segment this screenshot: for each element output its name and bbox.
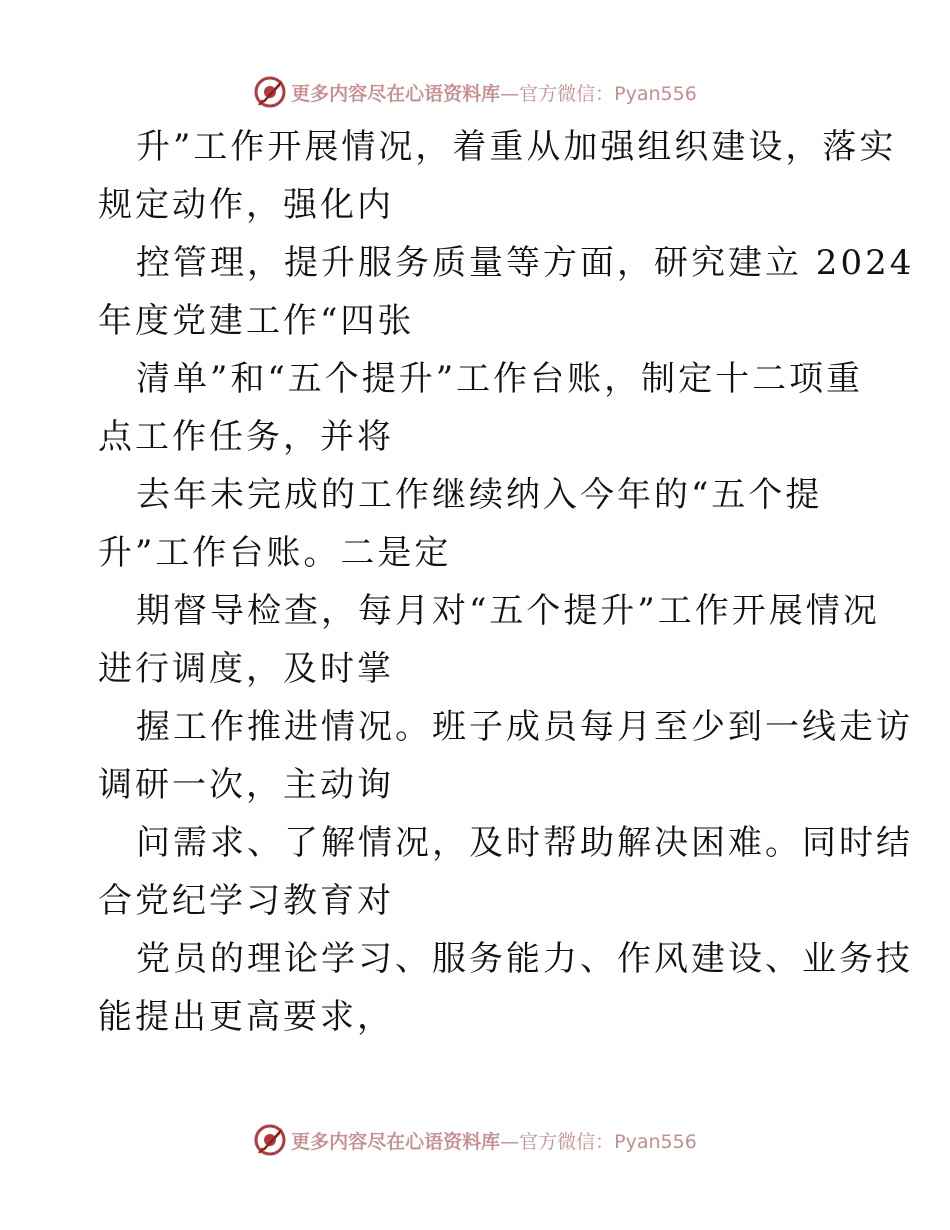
paragraph <box>98 466 858 582</box>
paragraph-line: 年度党建工作“四张 <box>98 301 415 341</box>
paragraph <box>98 118 897 234</box>
footer-banner-title: 更多内容尽在心语资料库 <box>291 1130 501 1153</box>
paragraph-line: 问需求、了解情况，及时帮助解决困难。同时结 <box>136 823 913 863</box>
paragraph-line: 握工作推进情况。班子成员每月至少到一线走访 <box>136 707 913 747</box>
paragraph-line: 调研一次，主动询 <box>98 765 394 805</box>
paragraph <box>98 350 864 466</box>
quill-logo-icon <box>253 75 287 109</box>
footer-banner <box>0 1120 950 1160</box>
paragraph <box>98 698 913 814</box>
paragraph-line: 规定动作，强化内 <box>98 185 394 225</box>
paragraph-line: 升”工作台账。二是定 <box>98 533 452 573</box>
paragraph-line: 期督导检查，每月对“五个提升”工作开展情况 <box>136 591 880 631</box>
paragraph <box>98 930 913 1046</box>
paragraph-line: 点工作任务，并将 <box>98 417 394 457</box>
header-banner-separator: — <box>500 82 520 105</box>
paragraph-line: 党员的理论学习、服务能力、作风建设、业务技 <box>136 939 913 979</box>
header-banner-contact: 官方微信：Pyan556 <box>519 82 697 105</box>
footer-banner-separator: — <box>500 1130 520 1153</box>
paragraph-line: 合党纪学习教育对 <box>98 881 394 921</box>
footer-banner-text <box>291 1127 697 1154</box>
paragraph-line: 能提出更高要求， <box>98 997 394 1037</box>
footer-banner-contact: 官方微信：Pyan556 <box>519 1130 697 1153</box>
paragraph-line: 去年未完成的工作继续纳入今年的“五个提 <box>136 475 823 515</box>
document-body <box>98 118 915 1046</box>
header-banner <box>0 72 950 112</box>
paragraph-line: 进行调度，及时掌 <box>98 649 394 689</box>
paragraph-line: 控管理，提升服务质量等方面，研究建立 2024 <box>136 243 915 283</box>
paragraph <box>98 582 880 698</box>
header-banner-text <box>291 79 697 106</box>
header-banner-title: 更多内容尽在心语资料库 <box>291 82 501 105</box>
paragraph <box>98 814 913 930</box>
paragraph-line: 清单”和“五个提升”工作台账，制定十二项重 <box>136 359 864 399</box>
paragraph <box>98 234 915 350</box>
quill-logo-icon <box>253 1123 287 1157</box>
paragraph-line: 升”工作开展情况，着重从加强组织建设，落实 <box>136 127 897 167</box>
